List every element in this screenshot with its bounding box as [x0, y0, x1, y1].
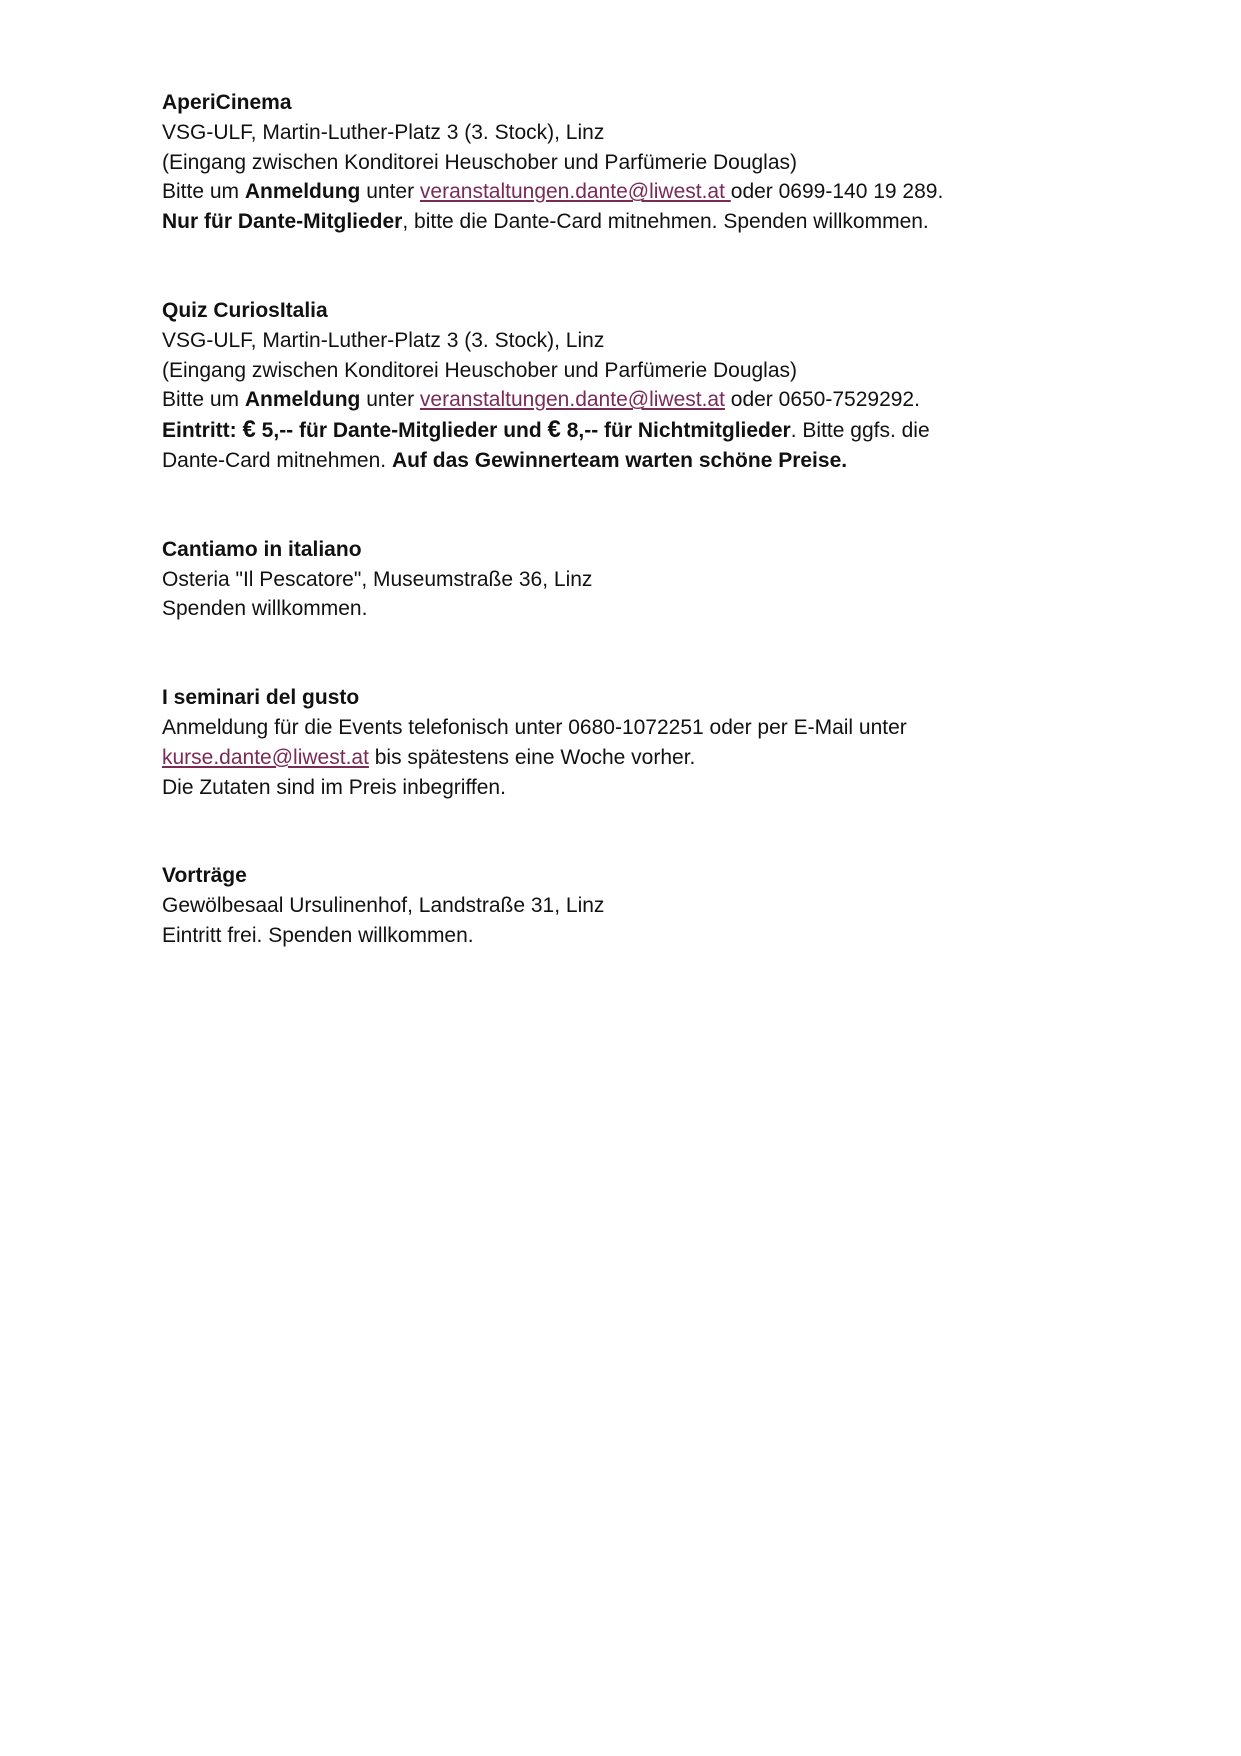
section-apericinema — [162, 88, 1082, 237]
registration-mid: unter — [360, 180, 420, 204]
registration-bold: Anmeldung — [244, 388, 361, 412]
section-title: Quiz CuriosItalia — [162, 298, 328, 322]
euro-sign: € — [547, 416, 561, 444]
ingredients-note: Die Zutaten sind im Preis inbegriffen. — [162, 775, 506, 799]
fee-label: Eintritt: — [162, 419, 243, 443]
prize-bold: Auf das Gewinnerteam warten schöne Preise. — [391, 448, 848, 472]
registration-bold: Anmeldung — [244, 180, 361, 204]
section-title: I seminari del gusto — [162, 686, 360, 710]
fee-line — [162, 415, 1082, 446]
fee-members: 5,-- für Dante-Mitglieder und — [255, 419, 548, 443]
members-note-rest: , bitte die Dante-Card mitnehmen. Spenden willkommen. — [402, 210, 929, 234]
fee-nonmembers: 8,-- für Nichtmitglieder — [560, 419, 791, 443]
email-link[interactable]: veranstaltungen.dante@liwest.at — [419, 388, 725, 412]
section-address: Gewölbesaal Ursulinenhof, Landstraße 31, Linz — [162, 894, 605, 918]
registration-prefix: Bitte um — [162, 180, 245, 204]
members-note-line — [162, 207, 1082, 237]
email-line — [162, 743, 1082, 773]
registration-mid: unter — [360, 388, 420, 412]
document-content — [162, 88, 1082, 951]
euro-sign: € — [242, 416, 256, 444]
section-note: Eintritt frei. Spenden willkommen. — [162, 923, 474, 947]
fee-rest: . Bitte ggfs. die — [790, 419, 930, 443]
registration-line — [162, 177, 1082, 207]
section-vortraege — [162, 861, 1082, 950]
section-address: VSG-ULF, Martin-Luther-Platz 3 (3. Stock), Linz — [162, 328, 605, 352]
section-entrance-note: (Eingang zwischen Konditorei Heuschober und Parfümerie Douglas) — [162, 358, 798, 382]
section-entrance-note: (Eingang zwischen Konditorei Heuschober und Parfümerie Douglas) — [162, 150, 798, 174]
section-cantiamo-in-italiano — [162, 535, 1082, 624]
section-note: Spenden willkommen. — [162, 597, 368, 621]
section-quiz-curiositalia — [162, 296, 1082, 476]
section-address: VSG-ULF, Martin-Luther-Platz 3 (3. Stock), Linz — [162, 120, 605, 144]
section-title: Vorträge — [162, 864, 247, 888]
card-text: Dante-Card mitnehmen. — [162, 448, 392, 472]
registration-line — [162, 385, 1082, 415]
prize-line — [162, 446, 1082, 476]
email-link[interactable]: veranstaltungen.dante@liwest.at — [419, 180, 731, 204]
section-seminari-del-gusto — [162, 683, 1082, 802]
section-title: Cantiamo in italiano — [162, 537, 362, 561]
registration-prefix: Bitte um — [162, 388, 245, 412]
deadline-text: bis spätestens eine Woche vorher. — [368, 745, 696, 769]
section-address: Osteria "Il Pescatore", Museumstraße 36, Linz — [162, 567, 593, 591]
members-note-bold: Nur für Dante-Mitglieder — [162, 210, 403, 234]
registration-suffix: oder 0699-140 19 289. — [730, 180, 944, 204]
section-title: AperiCinema — [162, 91, 292, 114]
registration-suffix: oder 0650-7529292. — [724, 388, 920, 412]
email-link[interactable]: kurse.dante@liwest.at — [162, 745, 369, 769]
registration-info: Anmeldung für die Events telefonisch unter 0680-1072251 oder per E-Mail unter — [162, 715, 907, 739]
